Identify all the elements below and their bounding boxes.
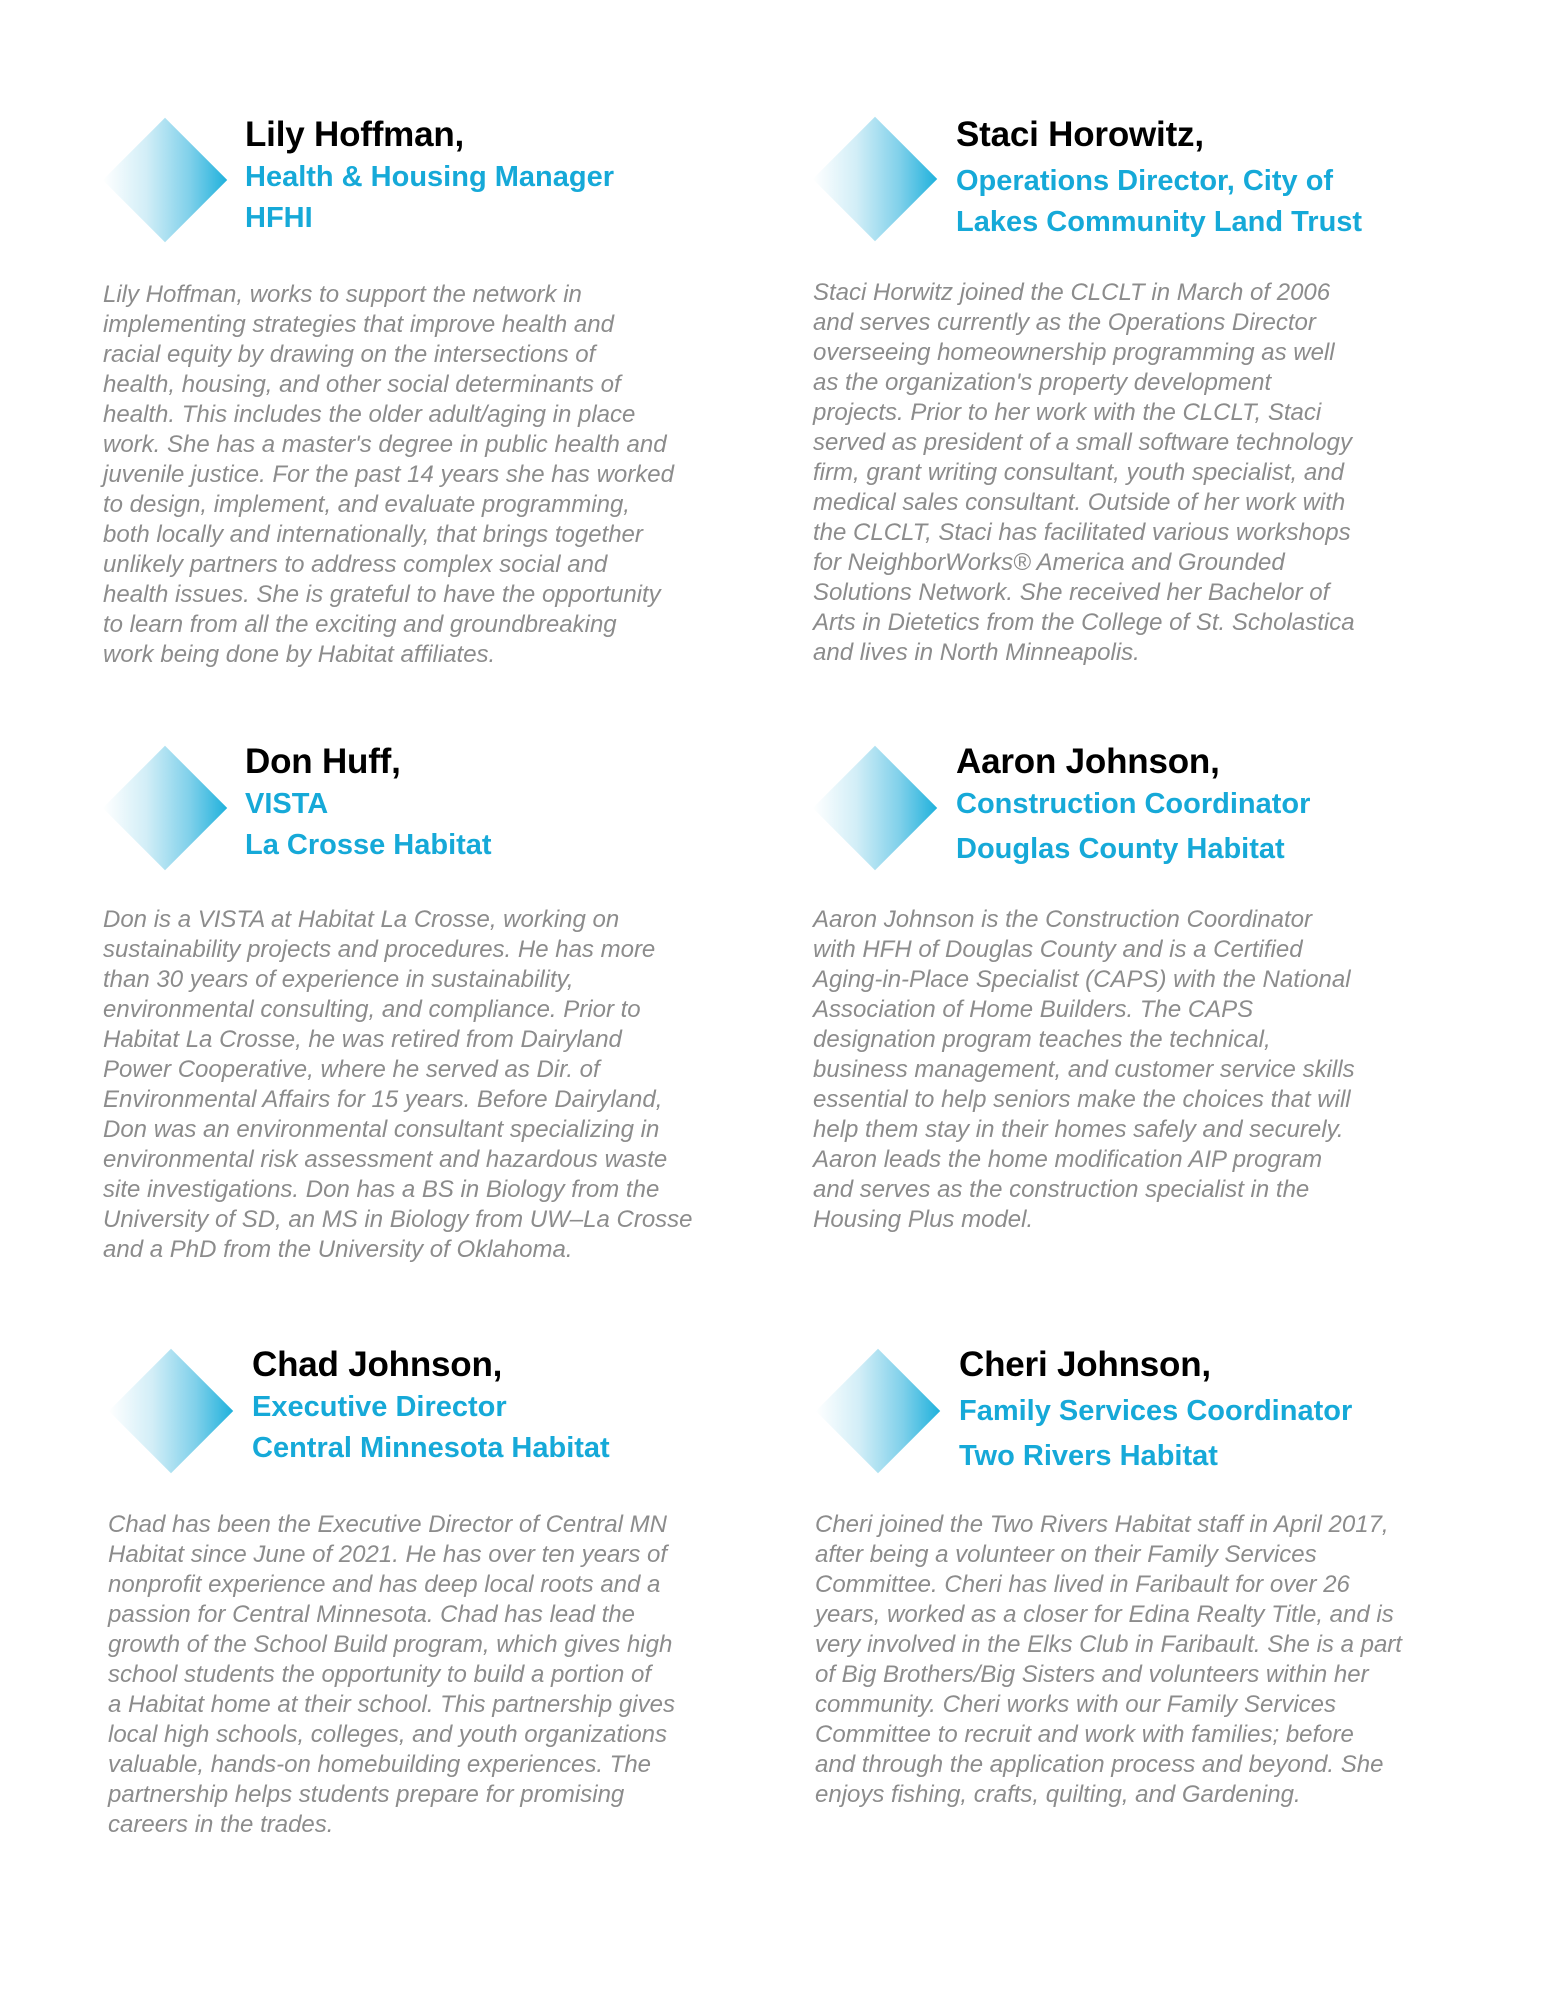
bio-line: environmental consulting, and compliance. Prior to	[103, 996, 641, 1023]
bio-line: site investigations. Don has a BS in Biology from the	[103, 1176, 660, 1203]
bio-line: Committee. Cheri has lived in Faribault for over 26	[815, 1571, 1350, 1598]
person-name: Cheri Johnson,	[959, 1345, 1211, 1384]
bio-line: Habitat La Crosse, he was retired from Dairyland	[103, 1026, 622, 1053]
person-organization: Lakes Community Land Trust	[956, 206, 1363, 238]
person-name: Chad Johnson,	[252, 1345, 503, 1384]
person-name: Aaron Johnson,	[956, 742, 1220, 781]
diamond-icon	[103, 746, 227, 870]
bio-line: than 30 years of experience in sustainability,	[103, 966, 574, 993]
diamond-icon	[816, 1349, 940, 1473]
bio-line: University of SD, an MS in Biology from UW–La Crosse	[103, 1206, 693, 1233]
bio-line: Staci Horwitz joined the CLCLT in March of 2006	[813, 279, 1331, 306]
bio-line: unlikely partners to address complex social and	[103, 551, 608, 578]
bio-line: Don is a VISTA at Habitat La Crosse, working on	[103, 906, 620, 933]
bio-line: Aaron Johnson is the Construction Coordinator	[813, 906, 1312, 933]
person-title: Family Services Coordinator	[959, 1395, 1353, 1427]
bio-line: health issues. She is grateful to have the opportunity	[103, 581, 661, 608]
bio-line: medical sales consultant. Outside of her work with	[813, 489, 1346, 516]
bio-line: designation program teaches the technical,	[813, 1026, 1271, 1053]
bio-line: enjoys fishing, crafts, quilting, and Gardening.	[815, 1781, 1301, 1808]
person-organization: HFHI	[245, 202, 313, 234]
bio-line: work being done by Habitat affiliates.	[103, 641, 496, 668]
bio-line: overseeing homeownership programming as well	[813, 339, 1335, 366]
bio-line: Aging-in-Place Specialist (CAPS) with the National	[813, 966, 1351, 993]
bio-line: growth of the School Build program, which gives high	[108, 1631, 673, 1658]
bio-line: Association of Home Builders. The CAPS	[813, 996, 1254, 1023]
person-organization: La Crosse Habitat	[245, 829, 492, 861]
bio-line: Environmental Affairs for 15 years. Before Dairyland,	[103, 1086, 663, 1113]
bio-line: Housing Plus model.	[813, 1206, 1034, 1233]
bio-line: both locally and internationally, that brings together	[103, 521, 643, 548]
bio-line: with HFH of Douglas County and is a Certified	[813, 936, 1303, 963]
person-name: Lily Hoffman,	[245, 115, 465, 154]
bio-line: Chad has been the Executive Director of Central MN	[108, 1511, 667, 1538]
person-title: Operations Director, City of	[956, 165, 1334, 197]
person-bio	[813, 905, 1355, 1235]
bio-line: Cheri joined the Two Rivers Habitat staff in April 2017,	[815, 1511, 1389, 1538]
bio-line: essential to help seniors make the choices that will	[813, 1086, 1351, 1113]
bio-line: careers in the trades.	[108, 1811, 334, 1838]
person-bio	[815, 1510, 1402, 1810]
bio-line: Habitat since June of 2021. He has over ten years of	[108, 1541, 667, 1568]
person-name: Staci Horowitz,	[956, 115, 1204, 154]
bio-line: Arts in Dietetics from the College of St. Scholastica	[813, 609, 1355, 636]
person-organization: Two Rivers Habitat	[959, 1440, 1218, 1472]
bio-line: nonprofit experience and has deep local roots and a	[108, 1571, 661, 1598]
bio-line: the CLCLT, Staci has facilitated various workshops	[813, 519, 1351, 546]
bio-line: implementing strategies that improve health and	[103, 311, 614, 338]
bio-line: and serves currently as the Operations Director	[813, 309, 1316, 336]
bio-line: after being a volunteer on their Family Services	[815, 1541, 1317, 1568]
person-bio	[103, 905, 693, 1265]
bio-line: racial equity by drawing on the intersections of	[103, 341, 596, 368]
bio-line: and through the application process and beyond. She	[815, 1751, 1384, 1778]
bio-line: health, housing, and other social determinants of	[103, 371, 621, 398]
bio-line: Don was an environmental consultant specializing in	[103, 1116, 660, 1143]
bio-line: served as president of a small software technology	[813, 429, 1352, 456]
person-organization: Central Minnesota Habitat	[252, 1432, 610, 1464]
bio-line: juvenile justice. For the past 14 years she has worked	[103, 461, 674, 488]
bio-line: community. Cheri works with our Family Services	[815, 1691, 1337, 1718]
bio-line: local high schools, colleges, and youth organizations	[108, 1721, 668, 1748]
bio-line: passion for Central Minnesota. Chad has lead the	[108, 1601, 635, 1628]
bio-line: firm, grant writing consultant, youth specialist, and	[813, 459, 1344, 486]
person-bio	[103, 280, 674, 670]
person-organization: Douglas County Habitat	[956, 833, 1285, 865]
bio-line: a Habitat home at their school. This partnership gives	[108, 1691, 675, 1718]
bio-line: sustainability projects and procedures. He has more	[103, 936, 656, 963]
bio-line: Lily Hoffman, works to support the network in	[103, 281, 582, 308]
bio-line: help them stay in their homes safely and securely.	[813, 1116, 1344, 1143]
bio-line: very involved in the Elks Club in Faribault. She is a part	[815, 1631, 1402, 1658]
bio-line: of Big Brothers/Big Sisters and volunteers within her	[815, 1661, 1369, 1688]
diamond-icon	[813, 746, 937, 870]
bio-line: and serves as the construction specialist in the	[813, 1176, 1310, 1203]
bio-line: and a PhD from the University of Oklahoma.	[103, 1236, 573, 1263]
bio-line: Solutions Network. She received her Bachelor of	[813, 579, 1330, 606]
person-bio	[813, 278, 1355, 668]
person-title: VISTA	[245, 788, 329, 820]
bio-line: valuable, hands-on homebuilding experiences. The	[108, 1751, 652, 1778]
bio-line: Power Cooperative, where he served as Dir. of	[103, 1056, 600, 1083]
bio-line: environmental risk assessment and hazardous waste	[103, 1146, 668, 1173]
bio-line: Committee to recruit and work with families; before	[815, 1721, 1354, 1748]
diamond-icon	[109, 1349, 233, 1473]
bio-line: school students the opportunity to build a portion of	[108, 1661, 652, 1688]
person-bio	[108, 1510, 675, 1840]
diamond-icon	[103, 118, 227, 242]
person-title: Health & Housing Manager	[245, 161, 614, 193]
person-title: Construction Coordinator	[956, 788, 1311, 820]
bio-line: as the organization's property development	[813, 369, 1272, 396]
bio-line: to learn from all the exciting and groundbreaking	[103, 611, 617, 638]
bio-line: work. She has a master's degree in public health and	[103, 431, 667, 458]
bio-line: business management, and customer service skills	[813, 1056, 1355, 1083]
bio-line: partnership helps students prepare for promising	[108, 1781, 625, 1808]
bio-line: health. This includes the older adult/aging in place	[103, 401, 636, 428]
bio-line: to design, implement, and evaluate programming,	[103, 491, 630, 518]
bio-line: projects. Prior to her work with the CLCLT, Staci	[813, 399, 1322, 426]
person-name: Don Huff,	[245, 742, 401, 781]
bio-line: and lives in North Minneapolis.	[813, 639, 1140, 666]
bio-line: Aaron leads the home modification AIP program	[813, 1146, 1323, 1173]
bio-line: for NeighborWorks® America and Grounded	[813, 549, 1285, 576]
bio-line: years, worked as a closer for Edina Realty Title, and is	[815, 1601, 1394, 1628]
diamond-icon	[813, 117, 937, 241]
person-title: Executive Director	[252, 1391, 507, 1423]
